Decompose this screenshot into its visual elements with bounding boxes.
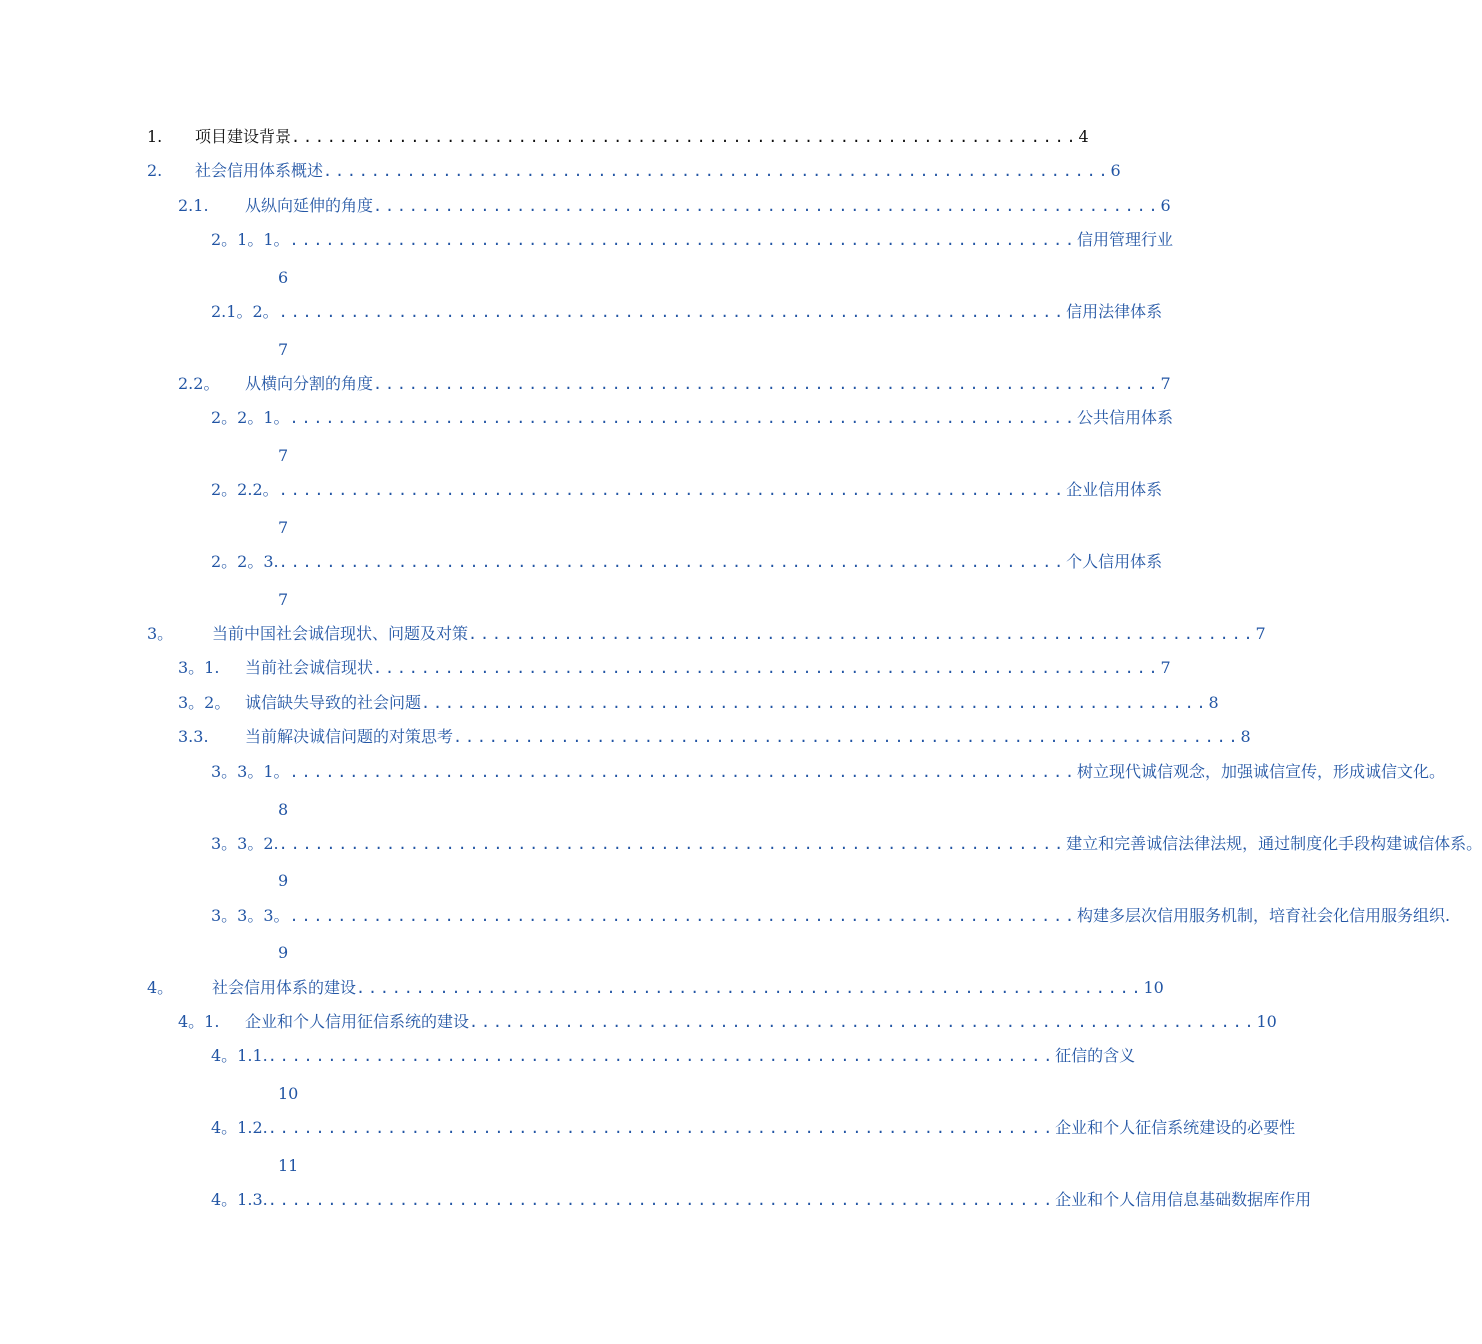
toc-page-number[interactable]: 7 bbox=[278, 590, 289, 609]
toc-entry-level3[interactable] bbox=[0, 759, 1445, 785]
toc-entry-level3[interactable] bbox=[0, 227, 1173, 253]
toc-entry-level3[interactable] bbox=[0, 1115, 1296, 1141]
toc-page-number[interactable]: 8 bbox=[278, 800, 289, 819]
dot-leader: .................................................................. bbox=[278, 303, 1067, 321]
toc-page-number: 7 bbox=[1255, 624, 1266, 643]
toc-entry-title: 企业信用体系 bbox=[1066, 480, 1163, 499]
toc-entry-level3[interactable] bbox=[0, 549, 1163, 575]
toc-entry-level2[interactable] bbox=[0, 724, 1251, 750]
toc-page-number: 8 bbox=[1240, 727, 1251, 746]
toc-entry-number: 4。1.1. bbox=[211, 1046, 268, 1065]
toc-entry-level1[interactable] bbox=[0, 975, 1164, 1001]
toc-page-number: 6 bbox=[1160, 196, 1171, 215]
toc-entry-number: 2。2.2。 bbox=[211, 480, 279, 499]
toc-entry-title: 社会信用体系概述 bbox=[195, 161, 324, 180]
toc-entry-title: 当前社会诚信现状 bbox=[245, 658, 374, 677]
dot-leader: .................................................................. bbox=[289, 907, 1077, 925]
toc-entry-title: 公共信用体系 bbox=[1076, 408, 1173, 427]
toc-entry-number: 3。1. bbox=[178, 658, 220, 677]
toc-entry-level3[interactable] bbox=[0, 405, 1173, 431]
toc-entry-level2[interactable] bbox=[0, 655, 1171, 681]
toc-entry-title: 企业和个人征信系统建设的必要性 bbox=[1055, 1118, 1296, 1137]
toc-page-number: 6 bbox=[1110, 161, 1121, 180]
toc-entry-number: 2。1。1。 bbox=[211, 230, 290, 249]
toc-entry-number: 4。 bbox=[147, 978, 174, 997]
toc-entry-number: 3。3。3。 bbox=[211, 906, 290, 925]
toc-entry-level2[interactable] bbox=[0, 193, 1171, 219]
dot-leader: .................................................................. bbox=[421, 694, 1209, 712]
toc-entry-title: 信用管理行业 bbox=[1076, 230, 1173, 249]
toc-entry-level3[interactable] bbox=[0, 1187, 1312, 1213]
toc-entry-level2[interactable] bbox=[0, 1009, 1277, 1035]
toc-entry-level3[interactable] bbox=[0, 831, 1482, 857]
toc-entry-number: 3。 bbox=[147, 624, 174, 643]
toc-entry-level2[interactable] bbox=[0, 690, 1219, 716]
toc-entry-number: 4。1. bbox=[178, 1012, 220, 1031]
toc-page-number: 7 bbox=[1160, 374, 1171, 393]
toc-entry-number: 4。1.2. bbox=[211, 1118, 268, 1137]
dot-leader: .................................................................. bbox=[278, 553, 1067, 571]
toc-entry-level2[interactable] bbox=[0, 371, 1171, 397]
toc-entry-number: 2. bbox=[147, 161, 163, 180]
toc-page-number: 8 bbox=[1208, 693, 1219, 712]
toc-entry-level3[interactable] bbox=[0, 477, 1163, 503]
toc-entry-number: 4。1.3. bbox=[211, 1190, 268, 1209]
toc-page-number: 10 bbox=[1143, 978, 1164, 997]
dot-leader: .................................................................. bbox=[278, 835, 1067, 853]
dot-leader: .................................................................. bbox=[323, 162, 1111, 180]
dot-leader: .................................................................. bbox=[267, 1119, 1056, 1137]
toc-entry-title: 诚信缺失导致的社会问题 bbox=[245, 693, 422, 712]
toc-page-number[interactable]: 9 bbox=[278, 943, 289, 962]
dot-leader: .................................................................. bbox=[289, 409, 1077, 427]
toc-entry-number: 2。2。3. bbox=[211, 552, 279, 571]
toc-entry-title: 个人信用体系 bbox=[1066, 552, 1163, 571]
dot-leader: .................................................................. bbox=[278, 481, 1067, 499]
toc-entry-number: 3。3。1。 bbox=[211, 762, 290, 781]
toc-page-number[interactable]: 10 bbox=[278, 1084, 299, 1103]
toc-entry-number: 2.2。 bbox=[178, 374, 220, 393]
dot-leader: .................................................................. bbox=[267, 1047, 1056, 1065]
toc-entry-number: 3。2。 bbox=[178, 693, 231, 712]
toc-entry-title: 从纵向延伸的角度 bbox=[245, 196, 374, 215]
toc-entry-title: 树立现代诚信观念，加强诚信宣传，形成诚信文化。 bbox=[1076, 762, 1445, 781]
toc-entry-title: 建立和完善诚信法律法规，通过制度化手段构建诚信体系。 bbox=[1066, 834, 1482, 853]
toc-entry-level3[interactable] bbox=[0, 903, 1451, 929]
dot-leader: .................................................................. bbox=[291, 128, 1079, 146]
toc-entry-level1[interactable] bbox=[0, 621, 1266, 647]
toc-entry-title: 社会信用体系的建设 bbox=[212, 978, 357, 997]
dot-leader: .................................................................. bbox=[453, 728, 1241, 746]
toc-entry-title: 征信的含义 bbox=[1055, 1046, 1136, 1065]
toc-page-number: 7 bbox=[1160, 658, 1171, 677]
dot-leader: .................................................................. bbox=[468, 625, 1256, 643]
toc-entry-number: 2。2。1。 bbox=[211, 408, 290, 427]
toc-page-number[interactable]: 9 bbox=[278, 871, 289, 890]
toc-page-number: 4 bbox=[1078, 127, 1089, 146]
toc-entry-title: 企业和个人信用信息基础数据库作用 bbox=[1055, 1190, 1312, 1209]
toc-page-number[interactable]: 6 bbox=[278, 268, 289, 287]
toc-entry-number: 3。3。2. bbox=[211, 834, 279, 853]
dot-leader: .................................................................. bbox=[267, 1191, 1056, 1209]
toc-entry-level1[interactable] bbox=[0, 124, 1089, 150]
dot-leader: .................................................................. bbox=[356, 979, 1144, 997]
dot-leader: .................................................................. bbox=[289, 763, 1077, 781]
toc-entry-title: 构建多层次信用服务机制，培育社会化信用服务组织. bbox=[1076, 906, 1451, 925]
toc-page-number[interactable]: 7 bbox=[278, 446, 289, 465]
toc-page-number: 10 bbox=[1256, 1012, 1277, 1031]
toc-entry-title: 信用法律体系 bbox=[1066, 302, 1163, 321]
dot-leader: .................................................................. bbox=[373, 197, 1161, 215]
toc-entry-title: 当前中国社会诚信现状、问题及对策 bbox=[212, 624, 469, 643]
toc-entry-number: 3.3. bbox=[178, 727, 209, 746]
toc-entry-number: 2.1。2。 bbox=[211, 302, 279, 321]
toc-entry-level1[interactable] bbox=[0, 158, 1121, 184]
toc-page-number[interactable]: 7 bbox=[278, 518, 289, 537]
toc-page-number[interactable]: 11 bbox=[278, 1156, 299, 1175]
toc-entry-title: 企业和个人信用征信系统的建设 bbox=[245, 1012, 470, 1031]
dot-leader: .................................................................. bbox=[469, 1013, 1257, 1031]
toc-entry-level3[interactable] bbox=[0, 1043, 1136, 1069]
toc-entry-number: 2.1. bbox=[178, 196, 209, 215]
toc-entry-title: 项目建设背景 bbox=[195, 127, 292, 146]
dot-leader: .................................................................. bbox=[373, 659, 1161, 677]
toc-entry-title: 从横向分割的角度 bbox=[245, 374, 374, 393]
toc-entry-level3[interactable] bbox=[0, 299, 1163, 325]
toc-entry-title: 当前解决诚信问题的对策思考 bbox=[245, 727, 454, 746]
toc-entry-number: 1. bbox=[147, 127, 163, 146]
toc-page-number[interactable]: 7 bbox=[278, 340, 289, 359]
dot-leader: .................................................................. bbox=[373, 375, 1161, 393]
dot-leader: .................................................................. bbox=[289, 231, 1077, 249]
